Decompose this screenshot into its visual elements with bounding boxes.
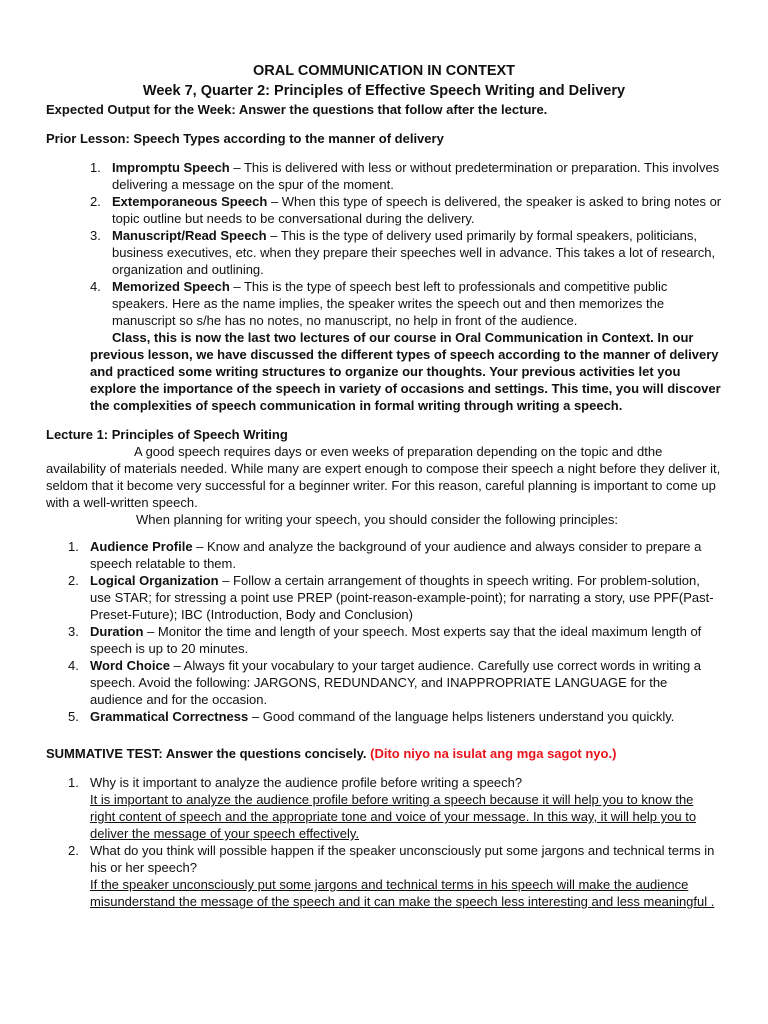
list-item: 3. Manuscript/Read Speech – This is the type of delivery used primarily by formal speakers, politicians, business executives, etc. when they prepare their speeches well in advance. This takes a lot of research, organization and outlining. <box>90 228 716 277</box>
page-title: ORAL COMMUNICATION IN CONTEXT <box>252 63 516 79</box>
list-item: 3. Duration – Monitor the time and length of your speech. Most experts say that the ideal maximum length of speech is up to 20 minutes. <box>68 624 702 656</box>
list-item: 2. Logical Organization – Follow a certain arrangement of thoughts in speech writing. For problem-solution, use STAR; for stressing a point use PREP (point-reason-example-point); for narrating a story, use PPF(Past-Preset-Future); IBC (Introduction, Body and Conclusion) <box>68 573 714 622</box>
list-item: 2. What do you think will possible happen if the speaker unconsciously put some jargons and technical terms in his or her speech? If the speaker unconsciously put some jargons and technical terms in his speech will make the audience misunderstand the message of the speech and it can make the speech less interesting and less meaningful . <box>46 842 722 910</box>
list-item: 4. Memorized Speech – This is the type of speech best left to professionals and competitive public speakers. Here as the name implies, the speaker writes the speech out and then memorizes the manuscript so s/he has no notes, no manuscript, no help in front of the audience. <box>90 279 668 328</box>
list-item: 1. Why is it important to analyze the audience profile before writing a speech? It is important to analyze the audience profile before writing a speech because it will help you to know the right content of speech and the appropriate tone and voice of your message. In this way, it will help you to deliver the message of your speech effectively. <box>46 774 722 842</box>
question-text: Why is it important to analyze the audience profile before writing a speech? <box>90 775 523 790</box>
lecture-paragraph: A good speech requires days or even weeks of preparation depending on the topic and dthe availability of materials needed. While many are expert enough to compose their speech a night before they deliver it, seldom that it become very successful for a beginner writer. For this reason, careful planning is important to come up with a well-written speech. <box>46 444 721 510</box>
answer-text: It is important to analyze the audience profile before writing a speech because it will help you to know the right content of speech and the appropriate tone and voice of your message. In this way, it will help you to deliver the message of your speech effectively. <box>90 792 697 841</box>
summative-note: (Dito niyo na isulat ang mga sagot nyo.) <box>370 746 617 761</box>
list-item: 1. Impromptu Speech – This is delivered with less or without predetermination or preparation. This involves delivering a message on the spur of the moment. <box>90 160 720 192</box>
expected-output: Expected Output for the Week: Answer the questions that follow after the lecture. <box>46 102 548 117</box>
questions-list <box>46 774 722 910</box>
lecture-heading: Lecture 1: Principles of Speech Writing <box>46 427 288 442</box>
prior-lesson-heading: Prior Lesson: Speech Types according to the manner of delivery <box>46 131 444 146</box>
question-text: What do you think will possible happen if the speaker unconsciously put some jargons and technical terms in his or her speech? <box>90 843 715 875</box>
planning-intro: When planning for writing your speech, you should consider the following principles: <box>136 512 618 527</box>
answer-text: If the speaker unconsciously put some jargons and technical terms in his speech will make the audience misunderstand the message of the speech and it can make the speech less interesting and less meaningful . <box>90 877 715 909</box>
list-item: 5. Grammatical Correctness – Good command of the language helps listeners understand you quickly. <box>68 709 675 724</box>
principles-list <box>46 538 722 725</box>
speech-types-list <box>46 159 722 329</box>
list-item: 2. Extemporaneous Speech – When this type of speech is delivered, the speaker is asked to bring notes or topic outline but needs to be conversational during the delivery. <box>90 194 722 226</box>
page-subtitle: Week 7, Quarter 2: Principles of Effective Speech Writing and Delivery <box>142 83 626 99</box>
class-paragraph: Class, this is now the last two lectures of our course in Oral Communication in Context. In our previous lesson, we have discussed the different types of speech according to the manner of delivery and practiced some writing structures to organize our thoughts. Your previous activities let you explore the importance of the speech in variety of occasions and settings. This time, you will discover the complexities of speech communication in formal writing through writing a speech. <box>90 330 721 413</box>
list-item: 1. Audience Profile – Know and analyze the background of your audience and always consider to prepare a speech relatable to them. <box>68 539 702 571</box>
summative-heading: SUMMATIVE TEST: Answer the questions concisely. (Dito niyo na isulat ang mga sagot nyo.) <box>46 746 617 761</box>
list-item: 4. Word Choice – Always fit your vocabulary to your target audience. Carefully use correct words in writing a speech. Avoid the following: JARGONS, REDUNDANCY, and INAPPROPRIATE LANGUAGE for the audience and for the occasion. <box>68 658 702 707</box>
